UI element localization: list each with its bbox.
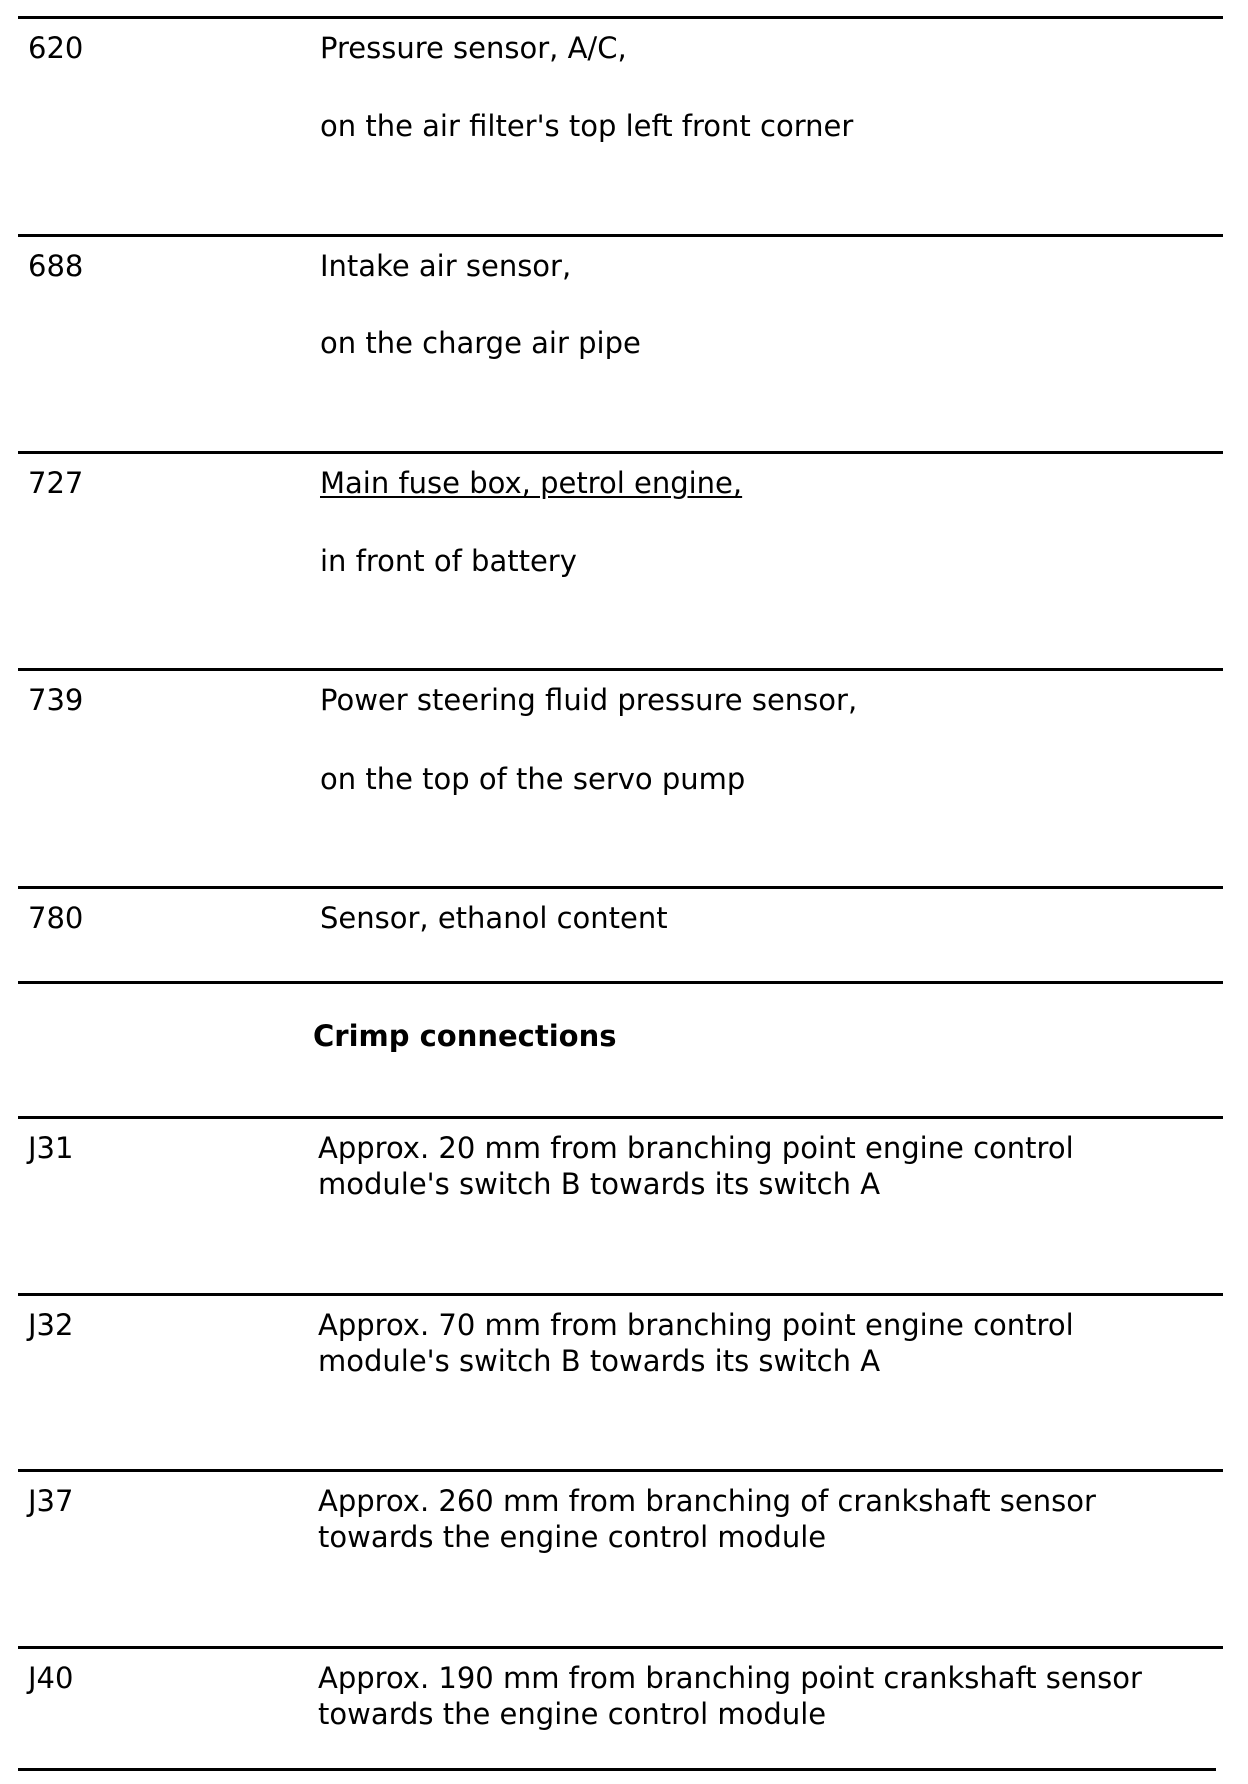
row-divider xyxy=(18,234,1223,237)
row-divider xyxy=(18,16,1223,19)
crimp-description-line: Approx. 260 mm from branching of crankshaft sensor xyxy=(318,1484,1096,1518)
row-divider xyxy=(18,1768,1216,1771)
crimp-code: J37 xyxy=(28,1484,74,1518)
component-location: on the top of the servo pump xyxy=(320,762,746,796)
component-name: Sensor, ethanol content xyxy=(320,901,668,935)
component-location: on the air filter's top left front corner xyxy=(320,109,854,143)
component-code: 688 xyxy=(28,249,84,283)
crimp-description-line: Approx. 20 mm from branching point engine control xyxy=(318,1131,1074,1165)
crimp-description-line: towards the engine control module xyxy=(318,1697,827,1731)
row-divider xyxy=(18,668,1223,671)
component-name: Power steering fluid pressure sensor, xyxy=(320,683,858,717)
row-divider xyxy=(18,981,1223,984)
row-divider xyxy=(18,1293,1223,1296)
row-divider xyxy=(18,451,1223,454)
crimp-description-line: towards the engine control module xyxy=(318,1520,827,1554)
component-code: 780 xyxy=(28,901,84,935)
crimp-description-line: Approx. 190 mm from branching point crankshaft sensor xyxy=(318,1661,1142,1695)
crimp-code: J40 xyxy=(28,1661,74,1695)
component-name: Pressure sensor, A/C, xyxy=(320,31,627,65)
crimp-description-line: Approx. 70 mm from branching point engine control xyxy=(318,1308,1074,1342)
crimp-code: J32 xyxy=(28,1308,74,1342)
component-code: 620 xyxy=(28,31,84,65)
component-location: in front of battery xyxy=(320,544,577,578)
component-name-link[interactable]: Main fuse box, petrol engine, xyxy=(320,466,743,500)
component-code: 727 xyxy=(28,466,84,500)
crimp-description-line: module's switch B towards its switch A xyxy=(318,1344,881,1378)
crimp-description-line: module's switch B towards its switch A xyxy=(318,1167,881,1201)
component-code: 739 xyxy=(28,683,84,717)
component-location: on the charge air pipe xyxy=(320,326,641,360)
crimp-code: J31 xyxy=(28,1131,74,1165)
component-name: Intake air sensor, xyxy=(320,249,572,283)
row-divider xyxy=(18,1646,1223,1649)
row-divider xyxy=(18,1116,1223,1119)
section-heading: Crimp connections xyxy=(313,1019,617,1053)
row-divider xyxy=(18,886,1223,889)
row-divider xyxy=(18,1469,1223,1472)
